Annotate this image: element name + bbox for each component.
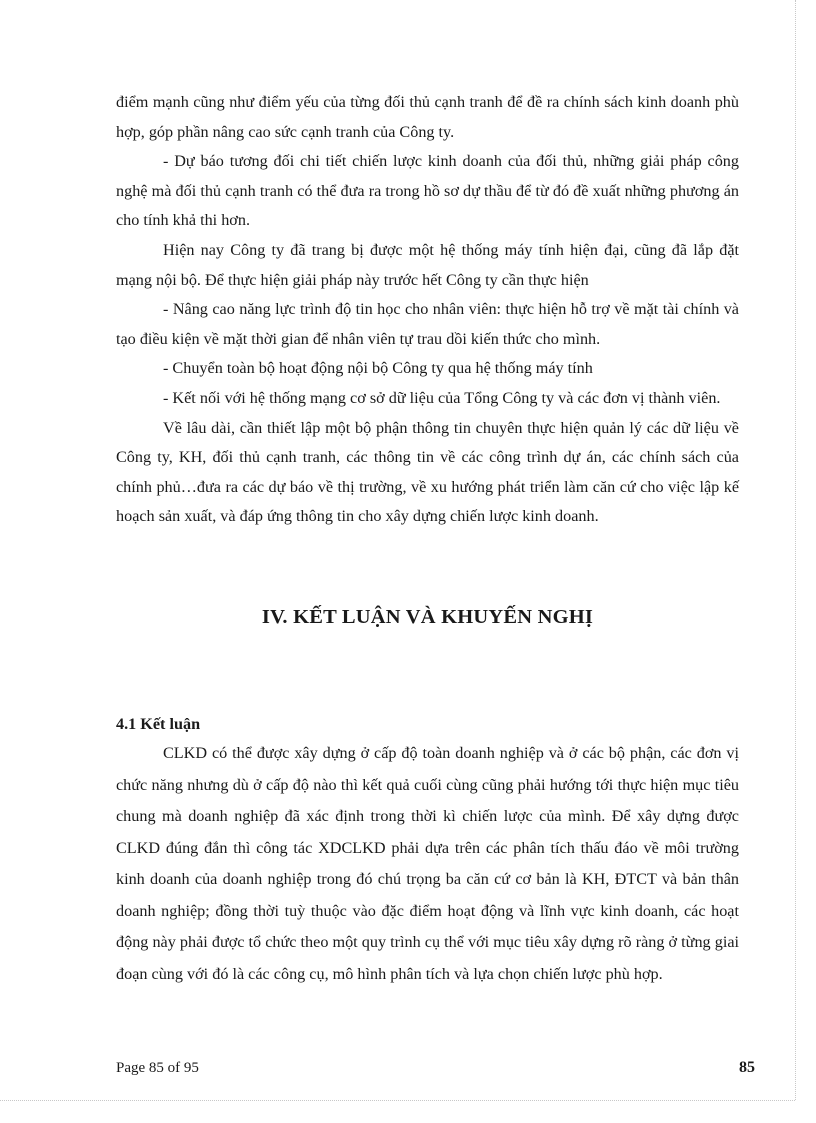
page-border-bottom: [0, 1100, 795, 1101]
section-body: [116, 738, 739, 990]
footer-page-label: Page 85 of 95: [116, 1060, 199, 1076]
footer-page-number: 85: [739, 1059, 755, 1076]
chapter-heading: IV. KẾT LUẬN VÀ KHUYẾN NGHỊ: [261, 606, 594, 628]
paragraph-training: - Nâng cao năng lực trình độ tin học cho nhân viên: thực hiện hỗ trợ về mặt tài chính và tạo điều kiện về mặt thời gian để nhân viên tự trau dồi kiến thức cho mình.: [116, 300, 739, 348]
paragraph-current-state: Hiện nay Công ty đã trang bị được một hệ thống máy tính hiện đại, cũng đã lắp đặt mạng nội bộ. Để thực hiện giải pháp này trước hết Công ty cần thực hiện: [116, 240, 739, 289]
body-text: [116, 88, 739, 532]
paragraph-continued: điểm mạnh cũng như điểm yếu của từng đối thủ cạnh tranh để đề ra chính sách kinh doanh phù hợp, góp phần nâng cao sức cạnh tranh của Công ty.: [116, 93, 739, 141]
paragraph-internal-ops: - Chuyển toàn bộ hoạt động nội bộ Công ty qua hệ thống máy tính: [163, 359, 593, 378]
paragraph-forecast: - Dự báo tương đối chi tiết chiến lược kinh doanh của đối thủ, những giải pháp công nghệ mà đối thủ cạnh tranh có thể đưa ra trong hồ sơ dự thầu để từ đó đề xuất những phương án cho tính khả thi hơn.: [116, 152, 739, 230]
paragraph-long-term: Về lâu dài, cần thiết lập một bộ phận thông tin chuyên thực hiện quản lý các dữ liệu về Công ty, KH, đối thủ cạnh tranh, các thông tin về các công trình dự án, các chính sách của chính phủ…đưa ra các dự báo về thị trường, về xu hướng phát triển làm căn cứ cho việc lập kế hoạch sản xuất, và đáp ứng thông tin cho xây dựng chiến lược kinh doanh.: [116, 418, 739, 526]
paragraph-network: - Kết nối với hệ thống mạng cơ sở dữ liệu của Tổng Công ty và các đơn vị thành viên.: [163, 388, 721, 407]
page-border-right: [795, 0, 796, 1100]
section-title: 4.1 Kết luận: [116, 715, 201, 733]
paragraph-conclusion: CLKD có thể được xây dựng ở cấp độ toàn doanh nghiệp và ở các bộ phận, các đơn vị chức năng nhưng dù ở cấp độ nào thì kết quả cuối cùng cũng phải hướng tới thực hiện mục tiêu chung mà doanh nghiệp đã xác định trong thời kì chiến lược của mình. Để xây dựng được CLKD đúng đắn thì công tác XDCLKD phải dựa trên các phân tích thấu đáo về môi trường kinh doanh của doanh nghiệp trong đó chú trọng ba căn cứ cơ bản là KH, ĐTCT và bản thân doanh nghiệp; đồng thời tuỳ thuộc vào đặc điểm hoạt động và lĩnh vực kinh doanh, các hoạt động này phải được tổ chức theo một quy trình cụ thể với mục tiêu xây dựng rõ ràng ở từng giai đoạn cùng với đó là các công cụ, mô hình phân tích và lựa chọn chiến lược phù hợp.: [116, 744, 739, 983]
